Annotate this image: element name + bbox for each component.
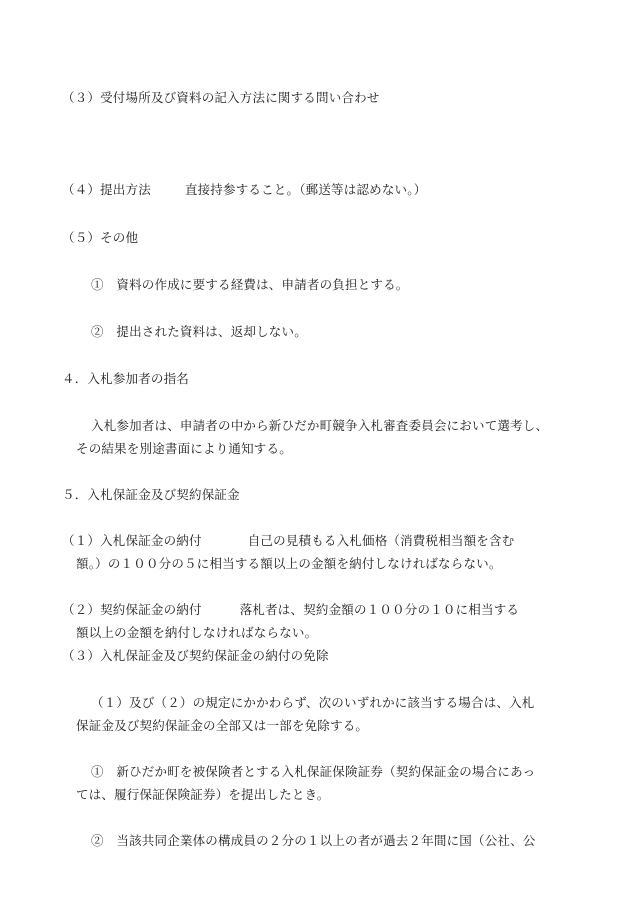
item-4-text: 直接持参すること。（郵送等は認めない。） <box>184 182 427 197</box>
section-5-heading: ５．入札保証金及び契約保証金 <box>62 487 240 502</box>
section-5-item-1-label: （１）入札保証金の納付 <box>62 533 202 548</box>
section-5-item-3: （３）入札保証金及び契約保証金の納付の免除 <box>62 648 329 663</box>
item-3-inquiry: （３）受付場所及び資料の記入方法に関する問い合わせ <box>62 90 380 105</box>
section-5-item-3-sub-2-line-1: ② 当該共同企業体の構成員の２分の１以上の者が過去２年間に国（公社、公 <box>91 833 536 848</box>
section-5-item-2 <box>62 604 519 617</box>
item-4-label: （４）提出方法 <box>62 182 151 197</box>
item-5-sub-1: ① 資料の作成に要する経費は、申請者の負担とする。 <box>91 277 409 292</box>
section-5-item-3-paragraph-line-2: 保証金及び契約保証金の全部又は一部を免除する。 <box>76 718 369 733</box>
item-5-other: （５）その他 <box>62 230 139 245</box>
section-5-item-3-paragraph-line-1: （１）及び（２）の規定にかかわらず、次のいずれかに該当する場合は、入札 <box>91 695 535 710</box>
section-4-heading: ４．入札参加者の指名 <box>62 371 190 386</box>
section-5-item-2-text: 落札者は、契約金額の１００分の１０に相当する <box>239 602 520 617</box>
section-5-item-3-sub-1-line-2: ては、履行保証保険証券）を提出したとき。 <box>76 787 330 802</box>
section-5-item-2-label: （２）契約保証金の納付 <box>62 602 202 617</box>
item-5-sub-2: ② 提出された資料は、返却しない。 <box>91 324 307 339</box>
section-5-item-1 <box>62 535 514 548</box>
section-5-item-1-text: 自己の見積もる入札価格（消費税相当額を含む <box>247 533 515 548</box>
item-4-submission-method <box>62 184 426 197</box>
section-5-item-3-sub-1-line-1: ① 新ひだか町を被保険者とする入札保証保険証券（契約保証金の場合にあっ <box>91 764 536 779</box>
section-4-paragraph-line-2: その結果を別途書面により通知する。 <box>76 441 292 456</box>
section-4-paragraph-line-1: 入札参加者は、申請者の中から新ひだか町競争入札審査委員会において選考し、 <box>91 418 549 433</box>
section-5-item-1-line-2: 額。）の１００分の５に相当する額以上の金額を納付しなければならない。 <box>76 556 502 571</box>
section-5-item-2-line-2: 額以上の金額を納付しなければならない。 <box>76 625 318 640</box>
